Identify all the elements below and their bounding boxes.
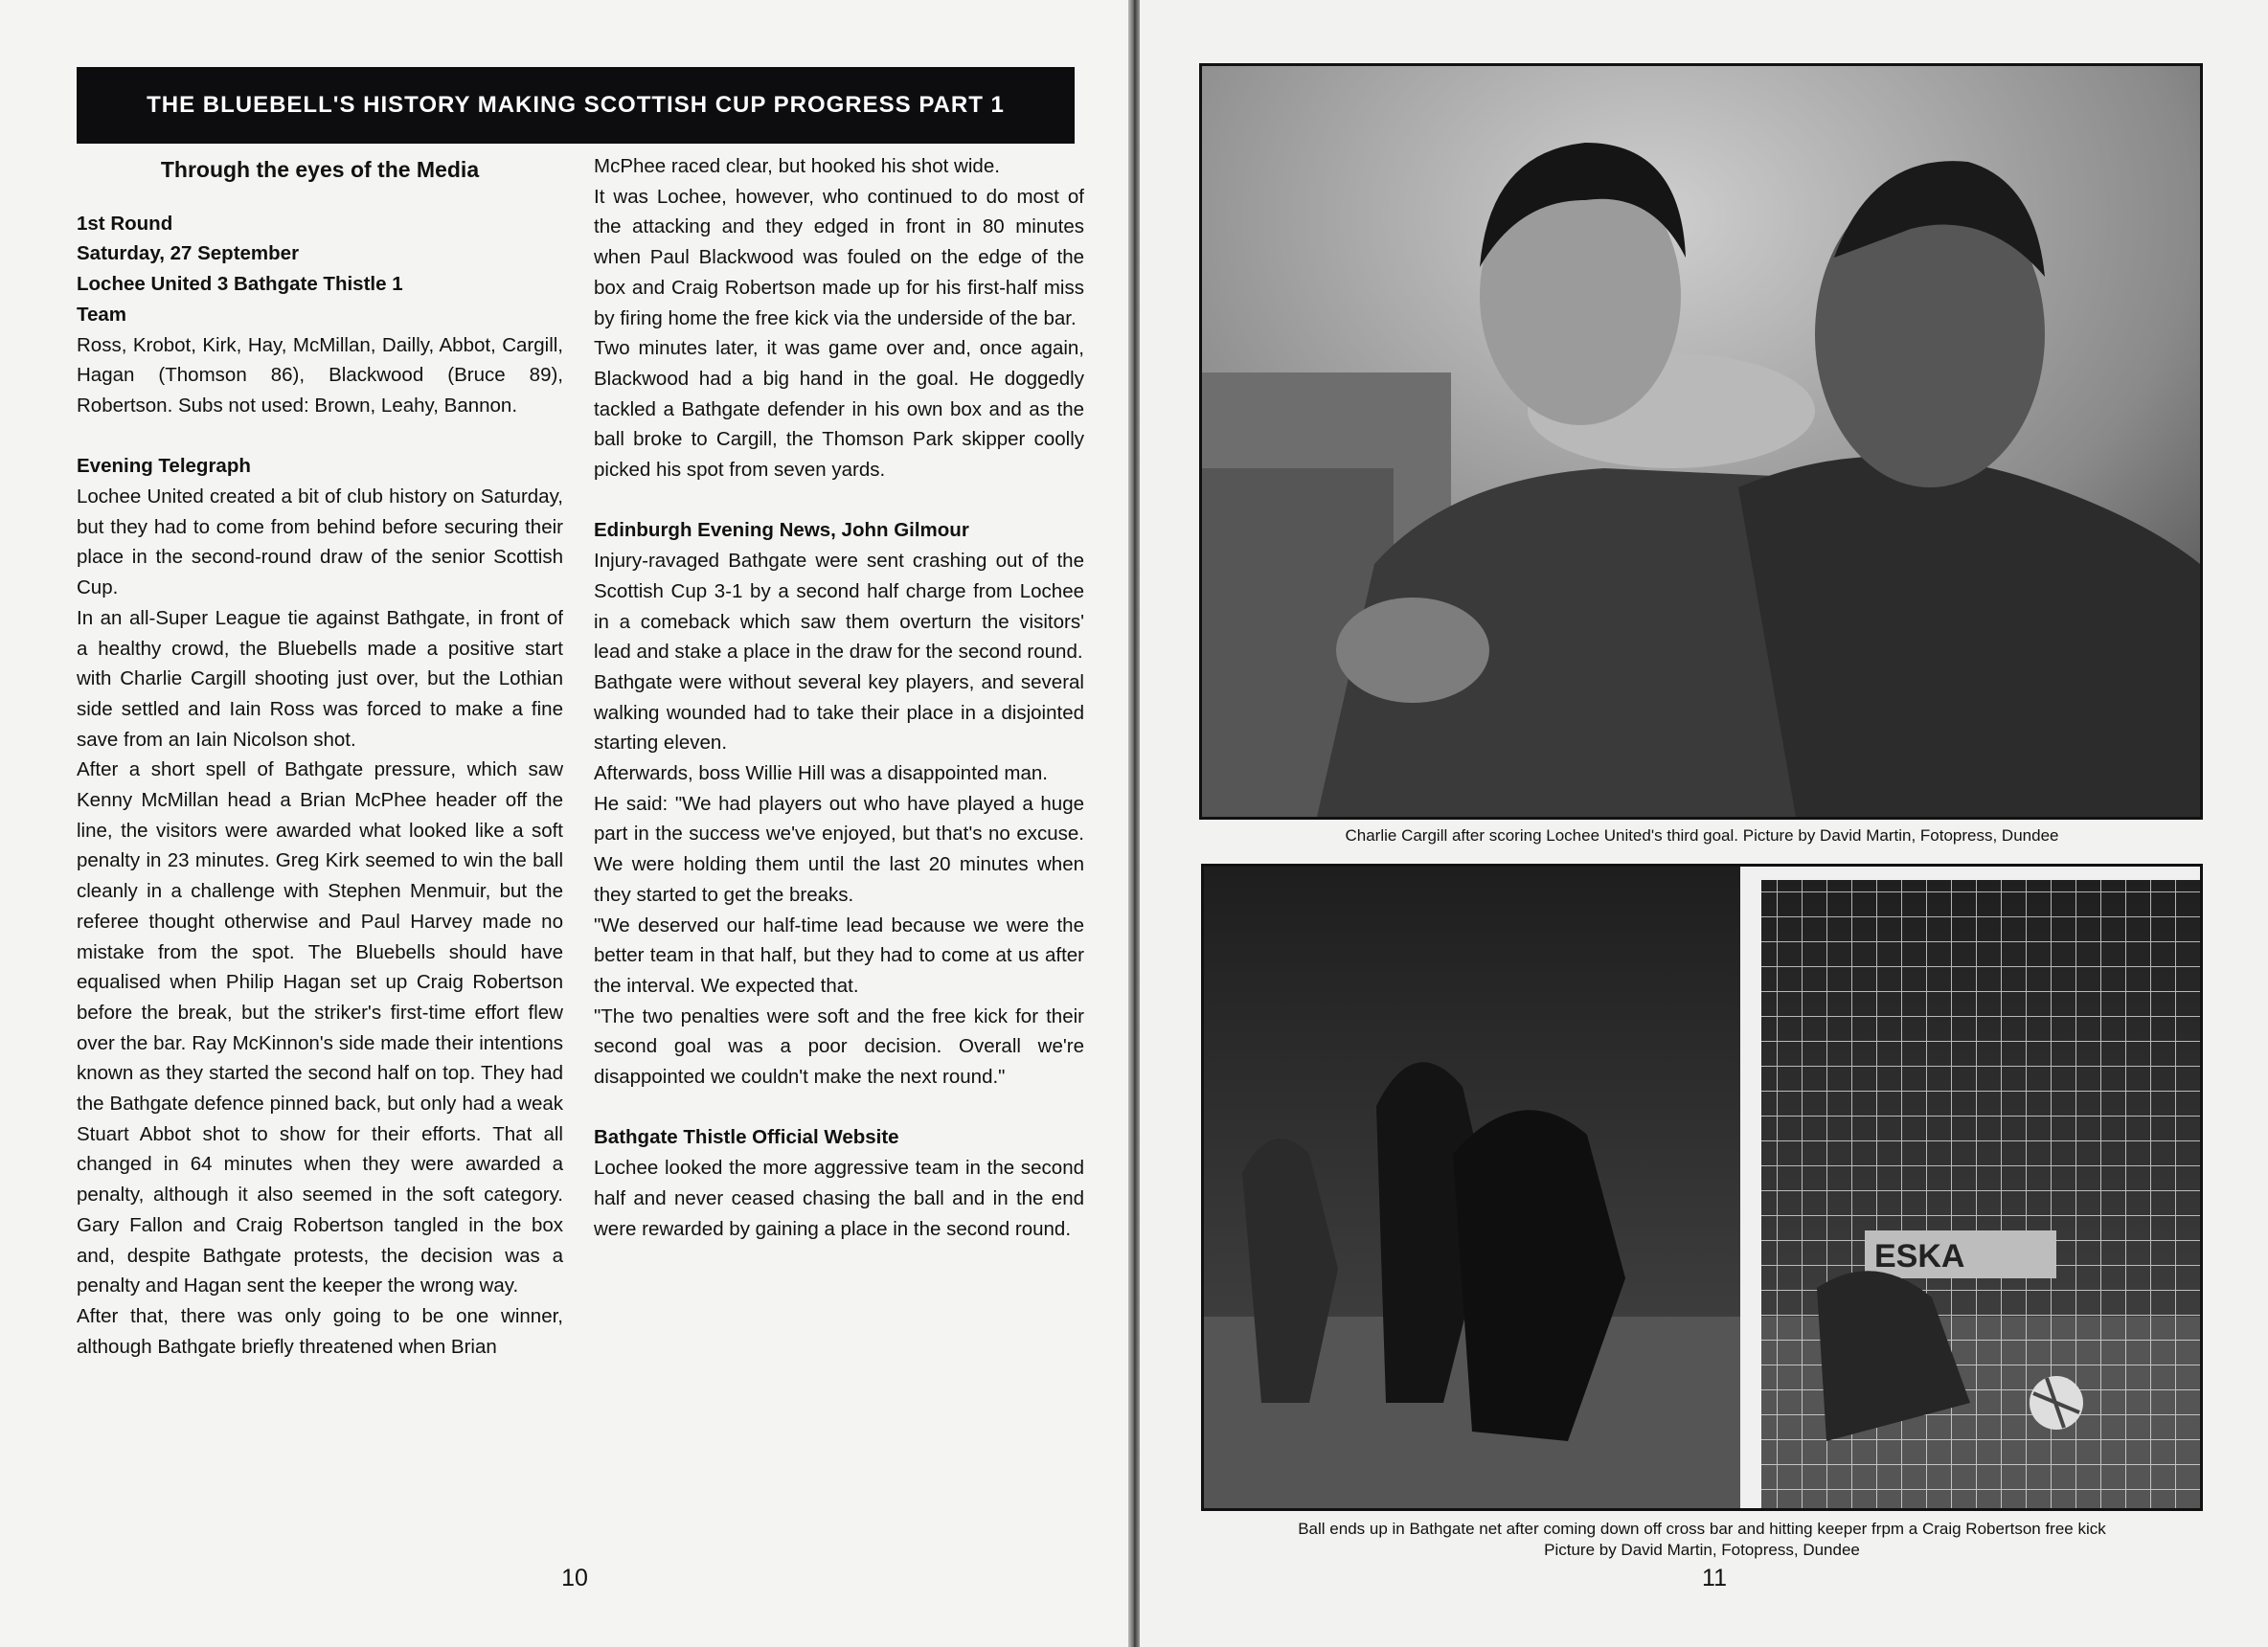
edinburgh-paragraph-4: He said: "We had players out who have played a huge part in the success we've enjoyed, but that's no excuse. We were holding them until the last 20 minutes when they started to get the breaks. — [594, 792, 1084, 906]
left-column — [77, 151, 563, 1362]
article-banner: THE BLUEBELL'S HISTORY MAKING SCOTTISH CUP PROGRESS PART 1 — [77, 67, 1075, 144]
telegraph-paragraph-2: In an all-Super League tie against Bathgate, in front of a healthy crowd, the Bluebells made a positive start with Charlie Cargill shooting just over, but the Lothian side settled and Iain Ross was forced to make a fine save from an Iain Nicolson shot. — [77, 606, 563, 751]
telegraph-paragraph-6: Two minutes later, it was game over and, once again, Blackwood had a big hand in the goal. He doggedly tackled a Bathgate defender in his own box and as the ball broke to Cargill, the Thomson Park skipper coolly picked his spot from seven yards. — [594, 337, 1084, 482]
photo-2-caption — [1199, 1519, 2205, 1561]
website-paragraph-1: Lochee looked the more aggressive team in the second half and never ceased chasing the ball and in the end were rewarded by gaining a place in the second round. — [594, 1157, 1084, 1240]
edinburgh-paragraph-6: "The two penalties were soft and the free kick for their second goal was a poor decision. Overall we're disappointed we couldn't make the next round." — [594, 1004, 1084, 1089]
edinburgh-paragraph-1: Injury-ravaged Bathgate were sent crashing out of the Scottish Cup 3-1 by a second half charge from Lochee in a comeback which saw them overturn the visitors' lead and stake a place in the draw for the second round. — [594, 550, 1084, 664]
edinburgh-paragraph-3: Afterwards, boss Willie Hill was a disappointed man. — [594, 762, 1048, 785]
article-subtitle: Through the eyes of the Media — [160, 157, 480, 182]
match-date: Saturday, 27 September — [77, 242, 300, 265]
left-page — [0, 0, 1128, 1647]
page-number-left: 10 — [561, 1565, 588, 1591]
team-lineup: Ross, Krobot, Kirk, Hay, McMillan, Dailly, Abbot, Cargill, Hagan (Thomson 86), Blackwood (Bruce 89), Robertson. Subs not used: Brown, Leahy, Bannon. — [77, 333, 563, 417]
bathgate-website-heading: Bathgate Thistle Official Website — [594, 1126, 899, 1149]
telegraph-paragraph-1: Lochee United created a bit of club history on Saturday, but they had to come from behind before securing their place in the second-round draw of the senior Scottish Cup. — [77, 485, 563, 599]
page-number-right: 11 — [1702, 1565, 1727, 1591]
photo-goal — [1201, 864, 2203, 1511]
telegraph-paragraph-5: It was Lochee, however, who continued to do most of the attacking and they edged in front in 80 minutes when Paul Blackwood was fouled on the edge of the box and Craig Robertson made up for his first-half miss by firing home the free kick via the underside of the bar. — [594, 185, 1084, 329]
photo-celebration — [1199, 63, 2203, 820]
photo-1-caption: Charlie Cargill after scoring Lochee United's third goal. Picture by David Martin, Fotopress, Dundee — [1345, 826, 2059, 845]
photo-2-caption-line-1: Ball ends up in Bathgate net after coming down off cross bar and hitting keeper frpm a Craig Robertson free kick — [1298, 1520, 2106, 1538]
hoarding-text: ESKA — [1874, 1238, 1965, 1275]
edinburgh-paragraph-5: "We deserved our half-time lead because we were the better team in that half, but they had to come at us after the interval. We expected that. — [594, 914, 1084, 997]
right-column — [594, 151, 1084, 1244]
edinburgh-evening-news-heading: Edinburgh Evening News, John Gilmour — [594, 519, 969, 542]
match-result: Lochee United 3 Bathgate Thistle 1 — [77, 273, 403, 296]
telegraph-paragraph-3: After a short spell of Bathgate pressure, which saw Kenny McMillan head a Brian McPhee header off the line, the visitors were awarded what looked like a soft penalty in 23 minutes. Greg Kirk seemed to win the ball cleanly in a challenge with Stephen Menmuir, but the referee thought otherwise and Paul Harvey made no mistake from the spot. The Bluebells should have equalised when Philip Hagan set up Craig Robertson before the break, but the striker's first-time effort flew over the bar. Ray McKinnon's side made their intentions known as they started the second half on top. They had the Bathgate defence pinned back, but only had a weak Stuart Abbot shot to show for their efforts. That all changed in 64 minutes when they were awarded a penalty, although it also seemed in the soft category. Gary Fallon and Craig Robertson tangled in the box and, despite Bathgate protests, the decision was a penalty and Hagan sent the keeper the wrong way. — [77, 758, 563, 1297]
photo-2-caption-line-2: Picture by David Martin, Fotopress, Dundee — [1544, 1541, 1860, 1559]
telegraph-paragraph-4: After that, there was only going to be one winner, although Bathgate briefly threatened when Brian — [77, 1305, 563, 1358]
telegraph-paragraph-4-continued: McPhee raced clear, but hooked his shot wide. — [594, 155, 1000, 177]
round-heading: 1st Round — [77, 212, 173, 235]
evening-telegraph-heading: Evening Telegraph — [77, 455, 251, 478]
edinburgh-paragraph-2: Bathgate were without several key players, and several walking wounded had to take their place in a disjointed starting eleven. — [594, 670, 1084, 755]
book-gutter — [1128, 0, 1140, 1647]
right-page — [1140, 0, 2268, 1647]
team-label: Team — [77, 303, 127, 326]
